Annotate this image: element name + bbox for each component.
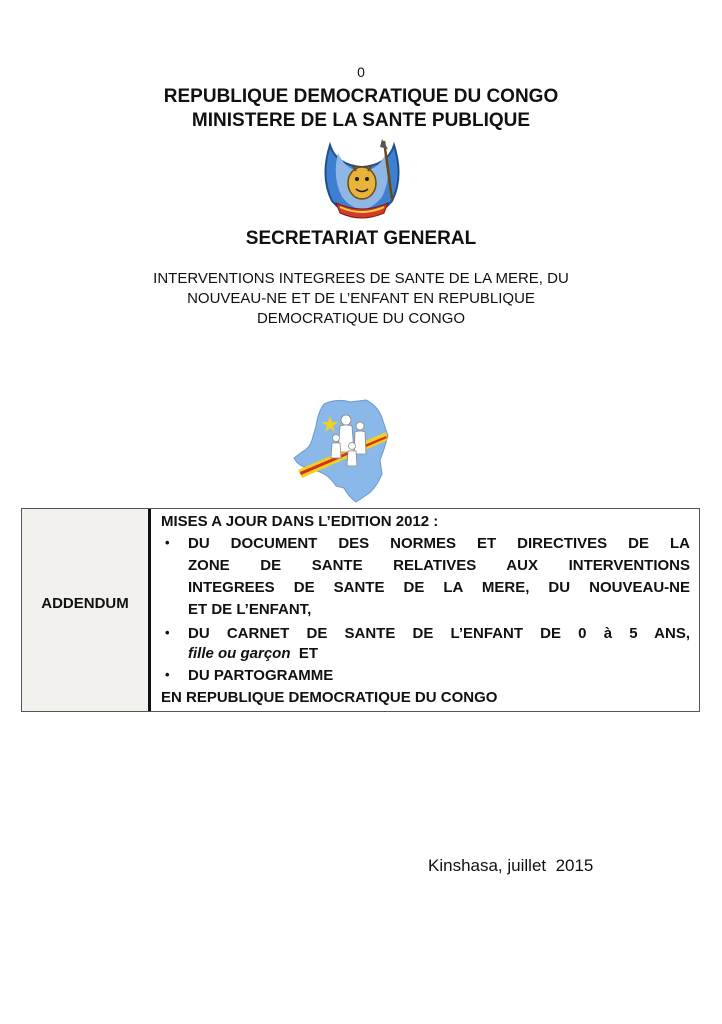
place-date: Kinshasa, juillet 2015 <box>428 856 594 875</box>
addendum-label-cell <box>22 509 151 711</box>
ministry-title: MINISTERE DE LA SANTE PUBLIQUE <box>191 110 531 131</box>
list-item-line: INTEGREES DE SANTE DE LA MERE, DU NOUVEAU-NE <box>188 579 690 596</box>
addendum-label: ADDENDUM <box>41 595 129 612</box>
bullet-icon: • <box>165 535 170 550</box>
updates-footer: EN REPUBLIQUE DEMOCRATIQUE DU CONGO <box>161 689 498 706</box>
secretariat-title: SECRETARIAT GENERAL <box>245 228 477 249</box>
subtitle-line: DEMOCRATIQUE DU CONGO <box>256 310 466 327</box>
subtitle-line: INTERVENTIONS INTEGREES DE SANTE DE LA MERE, DU <box>153 270 569 287</box>
bullet-icon: • <box>165 625 170 640</box>
list-item-line: DU PARTOGRAMME <box>188 667 334 684</box>
updates-heading: MISES A JOUR DANS L’EDITION 2012 : <box>161 513 439 530</box>
subtitle-line: NOUVEAU-NE ET DE L’ENFANT EN REPUBLIQUE <box>187 290 535 307</box>
list-item-line: ET DE L’ENFANT, <box>188 601 312 618</box>
list-item-line: DU DOCUMENT DES NORMES ET DIRECTIVES DE LA <box>188 535 690 552</box>
updates-cell <box>151 509 699 711</box>
italic-text: fille ou garçon <box>188 645 291 662</box>
conjunction: ET <box>298 645 319 662</box>
drc-coat-of-arms-icon <box>318 137 406 223</box>
list-item-line: DU CARNET DE SANTE DE L’ENFANT DE 0 à 5 ANS, <box>188 625 690 642</box>
list-item-line <box>188 645 318 663</box>
page-number: 0 <box>357 64 365 80</box>
list-item-line: ZONE DE SANTE RELATIVES AUX INTERVENTIONS <box>188 557 690 574</box>
drc-map-family-icon <box>290 396 396 504</box>
bullet-icon: • <box>165 667 170 682</box>
addendum-table <box>21 508 700 712</box>
country-title: REPUBLIQUE DEMOCRATIQUE DU CONGO <box>163 86 559 107</box>
